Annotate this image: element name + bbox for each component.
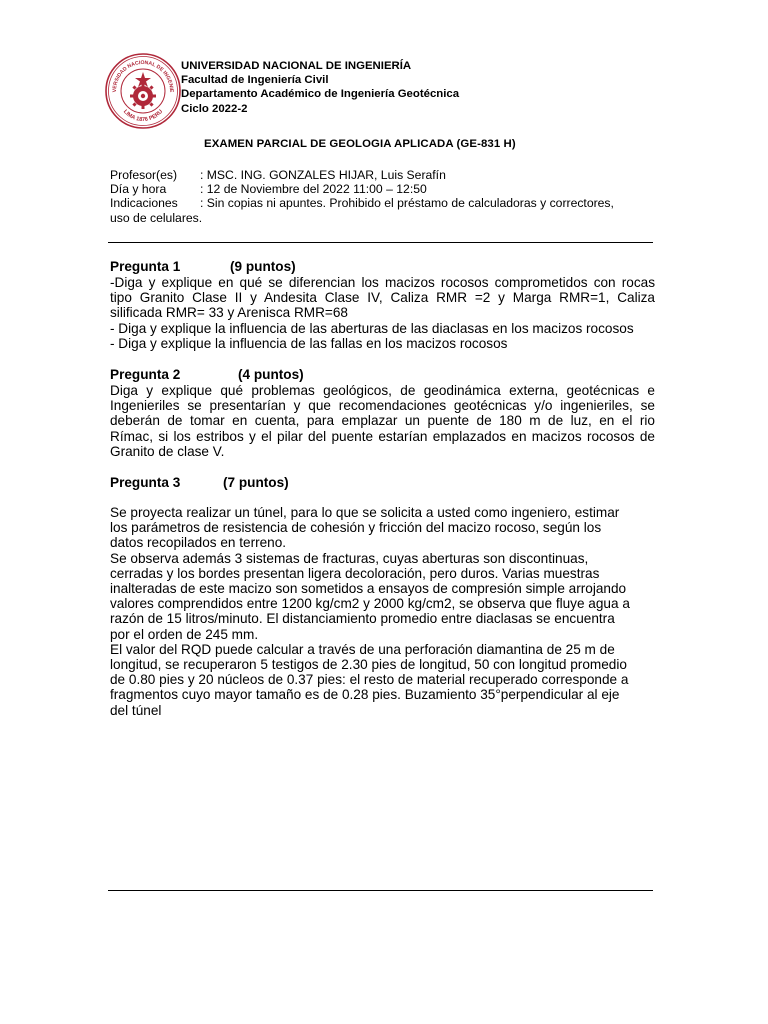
q3-line: razón de 15 litros/minuto. El distanciamiento promedio entre diaclasas se encuentra — [110, 611, 615, 627]
q2-line: Ingenieriles se presentarían y que recomendaciones geotécnicas y/o ingenieriles, se — [110, 398, 655, 414]
q3-line: valores comprendidos entre 1200 kg/cm2 y 2000 kg/cm2, se observa que fluye agua a — [110, 596, 630, 612]
professor-label: Profesor(es) — [110, 168, 178, 182]
q1-line: - Diga y explique la influencia de las fallas en los macizos rocosos — [110, 335, 508, 351]
indications-row — [110, 196, 670, 210]
exam-title: EXAMEN PARCIAL DE GEOLOGIA APLICADA (GE-831 H) — [204, 138, 516, 150]
q3-line: del túnel — [110, 702, 162, 718]
q3-line: cerradas y los bordes presentan ligera decoloración, pero duros. Varias muestras — [110, 565, 600, 581]
university-seal-logo — [104, 52, 182, 130]
question-2-title: Pregunta 2 — [110, 367, 181, 382]
q3-line: de 0.80 pies y 20 núcleos de 0.37 pies: el resto de material recuperado corresponde a — [110, 672, 629, 688]
question-2-points: (4 puntos) — [238, 367, 304, 382]
footer-divider — [108, 890, 653, 891]
faculty-name: Facultad de Ingeniería Civil — [181, 74, 329, 87]
q3-line: El valor del RQD puede calcular a través de una perforación diamantina de 25 m de — [110, 641, 615, 657]
q3-line: los parámetros de resistencia de cohesión y fricción del macizo rocoso, según los — [110, 520, 602, 536]
q2-line: Rímac, si los estribos y el pilar del puente estarían emplazados en macizos rocosos de — [110, 428, 655, 444]
q1-line: tipo Granito Clase II y Andesita Clase IV, Caliza RMR =2 y Marga RMR=1, Caliza — [110, 290, 655, 306]
q3-line: Se proyecta realizar un túnel, para lo que se solicita a usted como ingeniero, estimar — [110, 505, 620, 520]
question-3 — [110, 475, 655, 718]
question-1 — [110, 259, 655, 351]
question-1-points: (9 puntos) — [230, 259, 296, 274]
date-row — [110, 182, 670, 196]
question-1-title: Pregunta 1 — [110, 259, 181, 274]
q3-line: longitud, se recuperaron 5 testigos de 2.30 pies de longitud, 50 con longitud promedio — [110, 657, 627, 673]
q2-line: Diga y explique qué problemas geológicos, de geodinámica externa, geotécnicas e — [110, 383, 655, 398]
indications-label: Indicaciones — [110, 196, 178, 211]
department-name: Departamento Académico de Ingeniería Geotécnica — [181, 88, 460, 101]
q3-line: por el orden de 245 mm. — [110, 626, 259, 642]
indications-value-continued: uso de celulares. — [110, 210, 203, 225]
question-2 — [110, 367, 655, 459]
question-3-points: (7 puntos) — [223, 475, 289, 490]
q1-line: - Diga y explique la influencia de las aberturas de las diaclasas en los macizos rocosos — [110, 320, 634, 336]
q2-line: deberán de tomar en cuenta, para emplazar un puente de 180 m de luz, en el rio — [110, 413, 655, 429]
question-3-title: Pregunta 3 — [110, 475, 181, 490]
q2-line: Granito de clase V. — [110, 443, 225, 459]
academic-cycle: Ciclo 2022-2 — [181, 102, 248, 115]
q3-line: Se observa además 3 sistemas de fracturas, cuyas aberturas son discontinuas, — [110, 550, 589, 566]
q3-line: fragmentos cuyo mayor tamaño es de 0.28 pies. Buzamiento 35°perpendicular al eje — [110, 687, 620, 703]
q3-line: datos recopilados en terreno. — [110, 535, 287, 551]
q1-line: silificada RMR= 33 y Arenisca RMR=68 — [110, 305, 348, 321]
exam-info — [110, 168, 670, 225]
q3-line: inalteradas de este macizo son sometidos a ensayos de compresión simple arrojando — [110, 581, 627, 597]
professor-value: : MSC. ING. GONZALES HIJAR, Luis Serafín — [200, 168, 446, 182]
indications-value: : Sin copias ni apuntes. Prohibido el préstamo de calculadoras y correctores, — [200, 196, 614, 211]
q1-line: -Diga y explique en qué se diferencian los macizos rocosos comprometidos con rocas — [110, 275, 655, 290]
indications-row-2 — [110, 211, 670, 225]
question-1-heading — [110, 259, 655, 275]
header-divider — [108, 242, 653, 243]
svg-text:UNIVERSIDAD NACIONAL DE INGENI: VERSIDAD NACIONAL DE INGENIE — [111, 59, 175, 93]
date-label: Día y hora — [110, 182, 167, 197]
university-name: UNIVERSIDAD NACIONAL DE INGENIERÍA — [181, 60, 412, 72]
date-value: : 12 de Noviembre del 2022 11:00 – 12:50 — [200, 182, 427, 197]
question-3-heading — [110, 475, 655, 491]
question-2-heading — [110, 367, 655, 383]
svg-text:LIMA 1876 PERU: LIMA 1876 PERU — [121, 108, 165, 124]
institution-header — [181, 59, 459, 116]
professor-row — [110, 168, 670, 182]
